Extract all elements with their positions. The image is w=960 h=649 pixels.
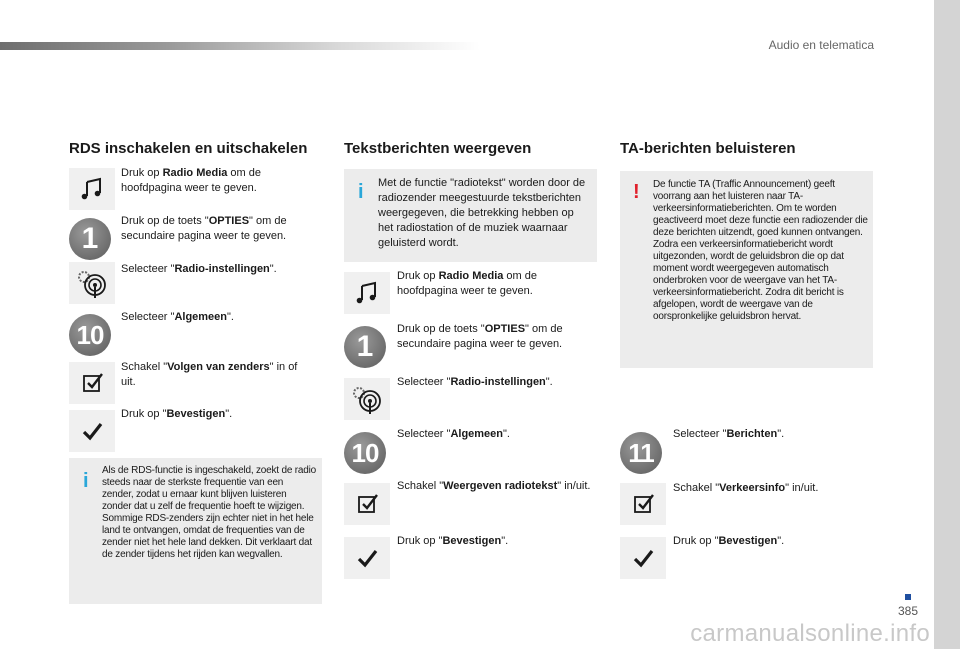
col2-step6-icon-box (344, 537, 390, 579)
col3-warning-text: De functie TA (Traffic Announcement) geeft voorrang aan het luisteren naar TA-verkeersinformatieberichten. Om te worden geactiveerd moet deze functie een radiozender die deze berichten uitzendt, goed kunnen ontvangen. Zodra een verkeersinformatiebericht wordt uitgezonden, wordt de geluidsbron die op dat moment wordt weergegeven automatisch onderbroken voor de weergave van het TA-verkeersinformatiebericht. Zodra dit bericht is afgelopen, wordt de weergave van de oorspronkelijke geluidsbron hervat. (653, 179, 868, 322)
col3-step3-icon-box (620, 537, 666, 579)
col1-step4-text: Selecteer "Algemeen". (121, 311, 234, 323)
col3-heading: TA-berichten beluisteren (620, 140, 796, 157)
col2-heading: Tekstberichten weergeven (344, 140, 532, 157)
page-marker (905, 594, 911, 600)
col1-step1-icon-box (69, 168, 115, 210)
col1-step6-text: Druk op "Bevestigen". (121, 408, 233, 420)
toggle-checkbox-icon (631, 492, 655, 516)
watermark: carmanualsonline.info (690, 620, 930, 647)
col2-step5-text: Schakel "Weergeven radiotekst" in/uit. (397, 480, 591, 492)
col1-step5-text: Schakel "Volgen van zenders" in of uit. (121, 361, 298, 388)
col2-step2-number: 1 (344, 326, 386, 368)
col1-step4-number: 10 (69, 314, 111, 356)
col1-step6-icon-box (69, 410, 115, 452)
section-title: Audio en telematica (768, 38, 874, 52)
col1-step3-icon-box (69, 262, 115, 304)
col3-step1-number: 11 (620, 432, 662, 474)
info-icon: i (83, 470, 89, 492)
music-note-icon (79, 176, 105, 202)
checkmark-icon (631, 546, 655, 570)
col2-step3-text: Selecteer "Radio-instellingen". (397, 376, 553, 388)
toggle-checkbox-icon (355, 492, 379, 516)
music-note-icon (354, 280, 380, 306)
side-strip (934, 0, 960, 649)
col2-step6-text: Druk op "Bevestigen". (397, 535, 509, 547)
col2-info-text: Met de functie "radiotekst" worden door de radiozender meegestuurde tekstberichten weergegeven, die betrekking hebben op het radiostation of de muziek waarnaar geluisterd wordt. (378, 177, 586, 249)
toggle-checkbox-icon (80, 371, 104, 395)
col2-step2-text: Druk op de toets "OPTIES" om de secundaire pagina weer te geven. (397, 323, 563, 350)
col2-step3-icon-box (344, 378, 390, 420)
col3-warning-box (620, 171, 873, 368)
col2-step1-icon-box (344, 272, 390, 314)
col2-step4-text: Selecteer "Algemeen". (397, 428, 510, 440)
col3-step2-icon-box (620, 483, 666, 525)
col1-step2-text: Druk op de toets "OPTIES" om de secundaire pagina weer te geven. (121, 215, 287, 242)
col3-step1-text: Selecteer "Berichten". (673, 428, 785, 440)
col1-step5-icon-box (69, 362, 115, 404)
col2-step5-icon-box (344, 483, 390, 525)
col2-info-box (344, 169, 597, 262)
checkmark-icon (355, 546, 379, 570)
col1-info-text: Als de RDS-functie is ingeschakeld, zoekt de radio steeds naar de sterkste frequentie van een zender, zodat u ernaar kunt blijven luisteren zonder dat u zelf de frequentie hoeft te wijzigen. Sommige RDS-zenders zijn echter niet in het hele land te ontvangen, omdat de frequenties van de zender niet het hele land dekken. Dit verklaart dat de zender tijdens het rijden kan wegvallen. (102, 465, 317, 560)
info-icon: i (358, 181, 364, 203)
col1-info-box (69, 458, 322, 604)
col3-step2-text: Schakel "Verkeersinfo" in/uit. (673, 482, 819, 494)
col1-step1-text: Druk op Radio Media om de hoofdpagina weer te geven. (121, 167, 262, 194)
col3-step3-text: Druk op "Bevestigen". (673, 535, 785, 547)
col2-step4-number: 10 (344, 432, 386, 474)
col1-step2-number: 1 (69, 218, 111, 260)
col1-heading: RDS inschakelen en uitschakelen (69, 140, 308, 157)
warning-icon: ! (633, 181, 640, 203)
radio-settings-icon (75, 267, 109, 299)
header-gradient-bar (0, 42, 480, 50)
page-number: 385 (898, 604, 919, 618)
checkmark-icon (80, 419, 104, 443)
col1-step3-text: Selecteer "Radio-instellingen". (121, 263, 277, 275)
radio-settings-icon (350, 383, 384, 415)
col2-step1-text: Druk op Radio Media om de hoofdpagina weer te geven. (397, 270, 538, 297)
